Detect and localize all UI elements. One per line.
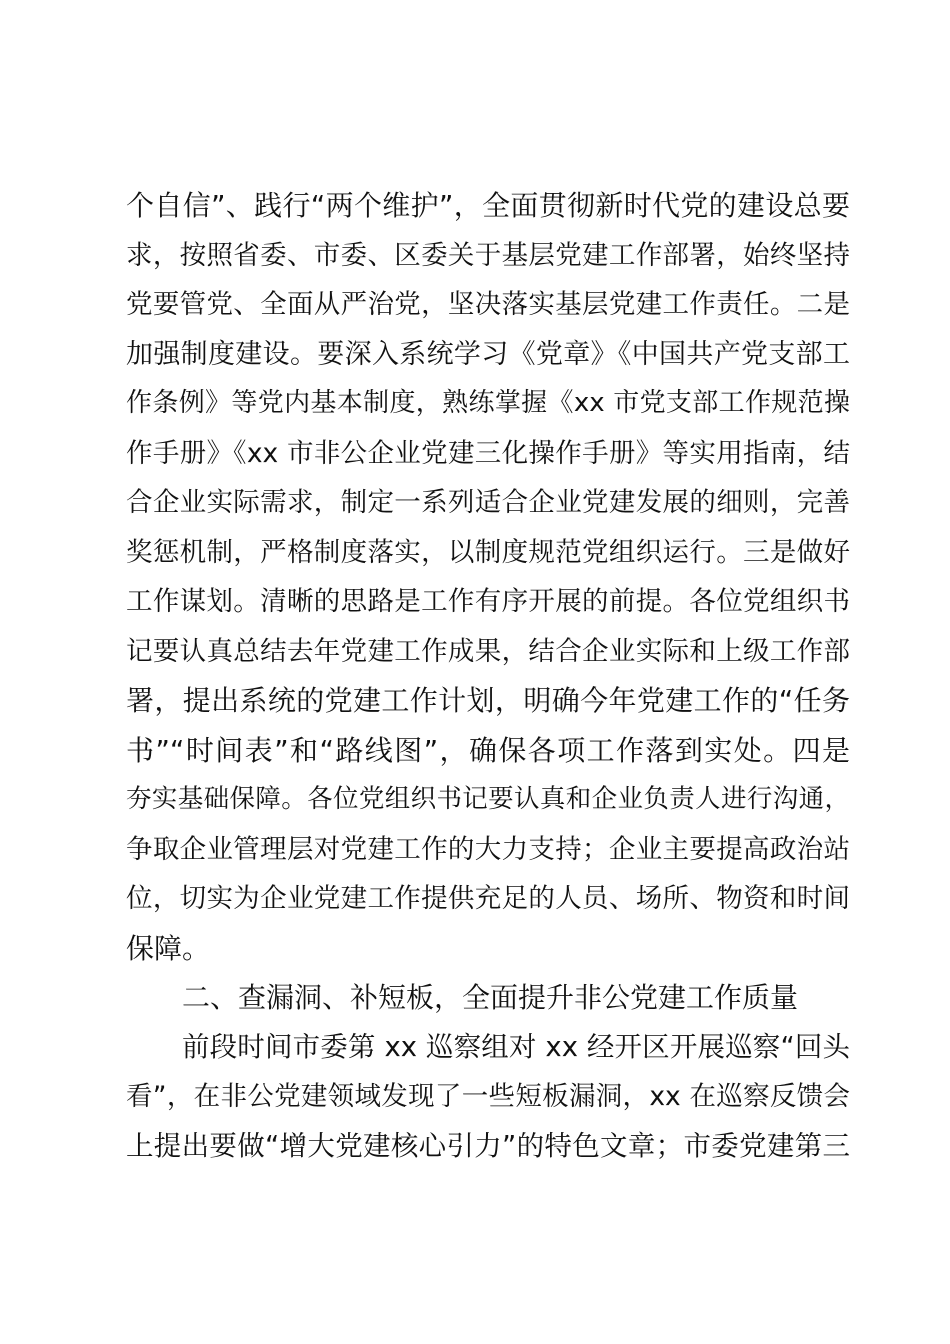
body-line-1: 个自信”、践行“两个维护”，全面贯彻新时代党的建设总要 [126, 189, 850, 222]
section-heading: 二、查漏洞、补短板，全面提升非公党建工作质量 [182, 981, 799, 1014]
document-body [126, 181, 850, 1171]
body-line-15: 位，切实为企业党建工作提供充足的人员、场所、物资和时间 [126, 883, 850, 914]
body-line-7: 合企业实际需求，制定一系列适合企业党建发展的细则，完善 [126, 487, 850, 518]
body-line-18: 前段时间市委第 xx 巡察组对 xx 经开区开展巡察“回头 [182, 1030, 850, 1063]
body-line-20: 上提出要做“增大党建核心引力”的特色文章；市委党建第三 [126, 1129, 850, 1162]
body-line-3: 党要管党、全面从严治党，坚决落实基层党建工作责任。二是 [126, 289, 850, 320]
body-line-12: 书”“时间表”和“路线图”，确保各项工作落到实处。四是 [126, 733, 850, 767]
body-line-4: 加强制度建设。要深入系统学习《党章》《中国共产党支部工 [126, 338, 850, 370]
body-line-5: 作条例》等党内基本制度，熟练掌握《xx 市党支部工作规范操 [126, 388, 850, 418]
body-line-10: 记要认真总结去年党建工作成果，结合企业实际和上级工作部 [126, 635, 850, 667]
body-line-16: 保障。 [126, 931, 211, 965]
body-line-8: 奖惩机制，严格制度落实，以制度规范党组织运行。三是做好 [126, 536, 850, 568]
body-line-6: 作手册》《xx 市非公企业党建三化操作手册》等实用指南，结 [126, 437, 850, 469]
body-line-14: 争取企业管理层对党建工作的大力支持；企业主要提高政治站 [126, 833, 850, 865]
body-line-2: 求，按照省委、市委、区委关于基层党建工作部署，始终坚持 [126, 239, 850, 271]
body-line-11: 署，提出系统的党建工作计划，明确今年党建工作的“任务 [126, 684, 850, 717]
body-line-13: 夯实基础保障。各位党组织书记要认真和企业负责人进行沟通， [126, 784, 850, 814]
body-line-9: 工作谋划。清晰的思路是工作有序开展的前提。各位党组织书 [126, 586, 850, 617]
body-line-19: 看”，在非公党建领域发现了一些短板漏洞，xx 在巡察反馈会 [126, 1081, 850, 1112]
